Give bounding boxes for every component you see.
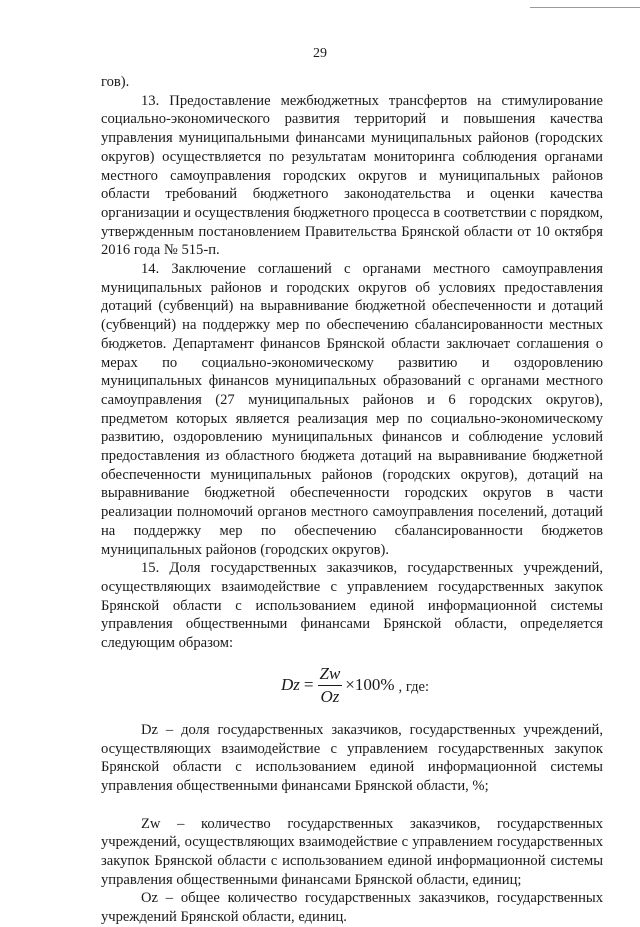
definition-dz: Dz – доля государственных заказчиков, государственных учреждений, осуществляющих взаимодействие с управлением государственных закупок Брянской области с использованием единой информационной системы управления общественными финансами Брянской области, %;: [101, 721, 603, 794]
document-body: [101, 73, 603, 927]
formula-equals: =: [303, 675, 314, 695]
corner-rule: [530, 7, 640, 8]
formula-numerator: Zw: [318, 664, 343, 686]
paragraph-14: 14. Заключение соглашений с органами местного самоуправления муниципальных районов и городских округов об условиях предоставления дотаций (субвенций) на выравнивание бюджетной обеспеченности и дотаций (субвенций) на поддержку мер по обеспечению сбалансированности местных бюджетов. Департамент финансов Брянской области заключает соглашения о мерах по социально-экономическому развитию и оздоровлению муниципальных финансов муниципальных образований с органами местного самоуправления (27 муниципальных районов и 6 городских округов), предметом которых является реализация мер по социально-экономическому развитию, оздоровлению муниципальных финансов и соблюдение условий предоставления из областного бюджета дотаций на выравнивание бюджетной обеспеченности муниципальных районов (городских округов), дотаций на выравнивание бюджетной обеспеченности городских округов в части реализации полномочий органов местного самоуправления поселений, дотаций на поддержку мер по обеспечению сбалансированности бюджетов муниципальных районов (городских округов).: [101, 261, 603, 558]
paragraph-continuation: гов).: [101, 74, 130, 90]
formula-multiplier: ×100%: [345, 675, 395, 695]
formula-fraction: [318, 664, 343, 707]
formula-denominator: Oz: [320, 687, 340, 707]
definition-zw: Zw – количество государственных заказчиков, государственных учреждений, осуществляющих взаимодействие с управлением государственных закупок Брянской области с использованием единой информационной системы управления общественными финансами Брянской области, единиц;: [101, 815, 603, 888]
paragraph-15: 15. Доля государственных заказчиков, государственных учреждений, осуществляющих взаимодействие с управлением государственных закупок Брянской области с использованием единой информационной системы управления общественными финансами Брянской области, определяется следующим образом:: [101, 560, 603, 652]
spacer: [101, 796, 603, 815]
definition-oz: Oz – общее количество государственных заказчиков, государственных учреждений Брянской области, единиц.: [101, 890, 603, 926]
formula: [281, 663, 603, 709]
formula-lhs: Dz: [281, 675, 300, 695]
formula-suffix: , где:: [398, 678, 430, 695]
page-number: 29: [313, 46, 327, 61]
paragraph-13: 13. Предоставление межбюджетных трансфертов на стимулирование социально-экономического развития территорий и повышения качества управления муниципальными финансами муниципальных районов (городских округов) осуществляется по результатам мониторинга соблюдения органами местного самоуправления городских округов и муниципальных районов области требований бюджетного законодательства и оценки качества организации и осуществления бюджетного процесса в соответствии с порядком, утвержденным постановлением Правительства Брянской области от 10 октября 2016 года № 515-п.: [101, 92, 603, 259]
